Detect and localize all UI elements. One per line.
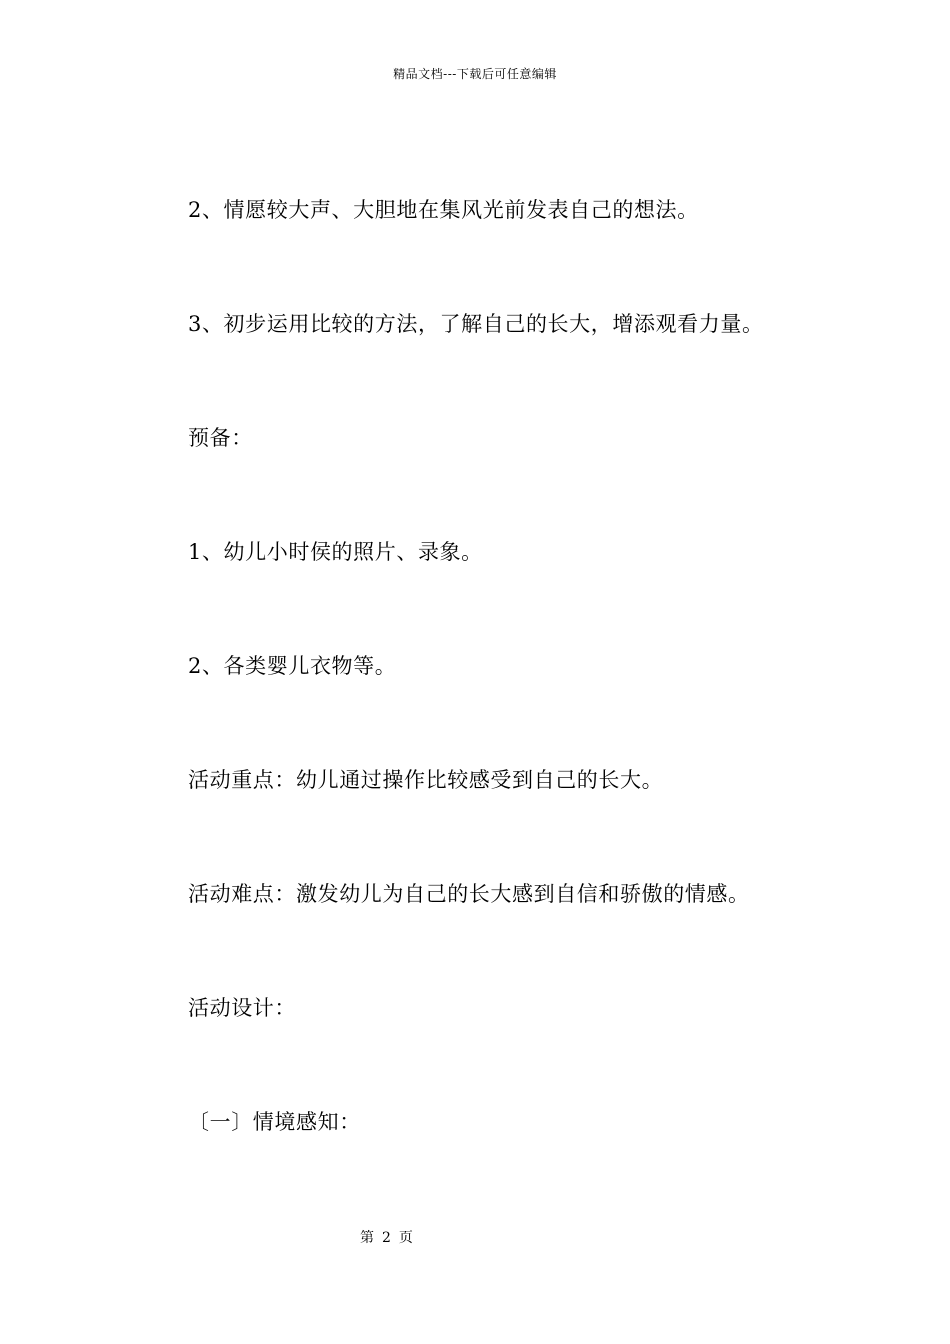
paragraph-goal-2: 2、情愿较大声、大胆地在集风光前发表自己的想法。 (188, 198, 699, 222)
paragraph-difficulty: 活动难点：激发幼儿为自己的长大感到自信和骄傲的情感。 (188, 882, 750, 906)
footer-prefix: 第 (360, 1230, 374, 1246)
page-number: 2 (382, 1230, 391, 1246)
paragraph-design-heading: 活动设计： (188, 996, 296, 1020)
paragraph-goal-3: 3、初步运用比较的方法，了解自己的长大，增添观看力量。 (188, 312, 764, 336)
paragraph-preparation-2: 2、各类婴儿衣物等。 (188, 654, 397, 678)
paragraph-preparation-1: 1、幼儿小时侯的照片、录象。 (188, 540, 483, 564)
page-header: 精品文档---下载后可任意编辑 (393, 67, 557, 81)
paragraph-key-point: 活动重点：幼儿通过操作比较感受到自己的长大。 (188, 768, 664, 792)
footer-suffix: 页 (398, 1230, 413, 1246)
paragraph-section-1: 〔一〕情境感知： (188, 1110, 361, 1134)
page-footer (360, 1229, 413, 1247)
paragraph-preparation-heading: 预备： (188, 426, 253, 450)
